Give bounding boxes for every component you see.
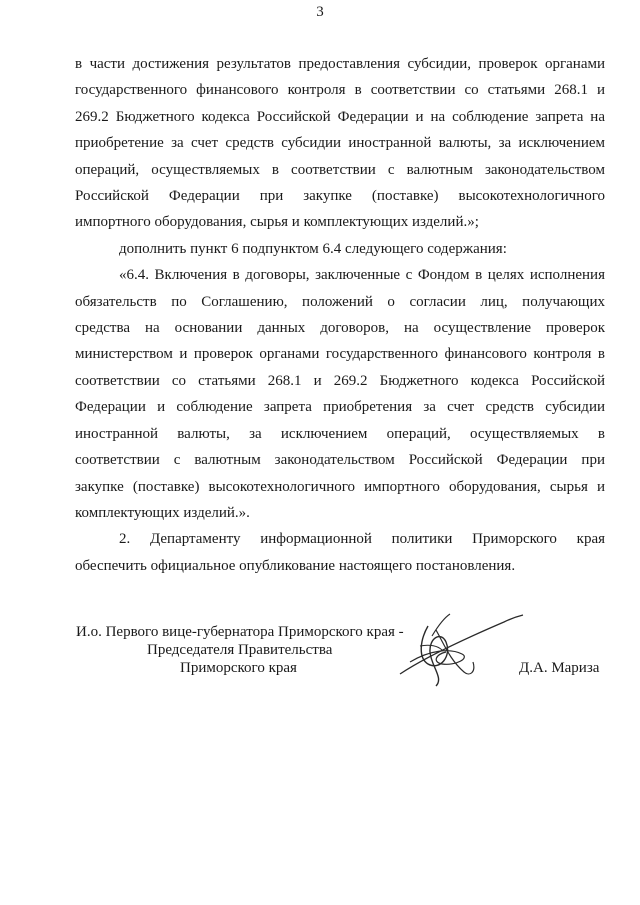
text-line: обязательств по Соглашению, положений о согласии лиц, получающих xyxy=(75,293,605,310)
signatory-title-line3: Приморского края xyxy=(180,660,297,676)
text-line: дополнить пункт 6 подпунктом 6.4 следующего содержания: xyxy=(119,240,507,257)
signatory-title-line2: Председателя Правительства xyxy=(147,642,333,658)
text-line: импортного оборудования, сырья и комплектующих изделий.»; xyxy=(75,214,479,231)
text-line: операций, осуществляемых в соответствии с валютным законодательством xyxy=(75,161,605,178)
handwritten-signature xyxy=(380,600,530,690)
text-line: средства на основании данных договоров, на осуществление проверок xyxy=(75,320,605,337)
text-line: приобретение за счет средств субсидии иностранной валюты, за исключением xyxy=(75,135,605,152)
text-line: закупке (поставке) высокотехнологичного импортного оборудования, сырья и xyxy=(75,478,605,495)
text-line: соответствии с валютным законодательством Российской Федерации при xyxy=(75,452,605,469)
text-line: государственного финансового контроля в соответствии со статьями 268.1 и xyxy=(75,82,605,99)
text-line: в части достижения результатов предоставления субсидии, проверок органами xyxy=(75,56,605,72)
text-line: Российской Федерации при закупке (поставке) высокотехнологичного xyxy=(75,188,605,205)
text-line: иностранной валюты, за исключением операций, осуществляемых в xyxy=(75,425,605,442)
text-line: соответствии со статьями 268.1 и 269.2 Бюджетного кодекса Российской xyxy=(75,372,605,389)
text-line: 269.2 Бюджетного кодекса Российской Федерации и на соблюдение запрета на xyxy=(75,108,605,125)
signatory-title-line1: И.о. Первого вице-губернатора Приморского края - xyxy=(76,624,404,640)
text-line: министерством и проверок органами государственного финансового контроля в xyxy=(75,346,605,363)
text-line: комплектующих изделий.». xyxy=(75,504,250,521)
text-line: 2. Департаменту информационной политики Приморского края xyxy=(119,531,605,548)
signatory-name: Д.А. Мариза xyxy=(519,660,600,676)
text-line: обеспечить официальное опубликование настоящего постановления. xyxy=(75,557,516,574)
text-line: Федерации и соблюдение запрета приобретения за счет средств субсидии xyxy=(75,399,605,416)
text-line: «6.4. Включения в договоры, заключенные с Фондом в целях исполнения xyxy=(119,267,605,284)
page-number: 3 xyxy=(316,4,324,20)
